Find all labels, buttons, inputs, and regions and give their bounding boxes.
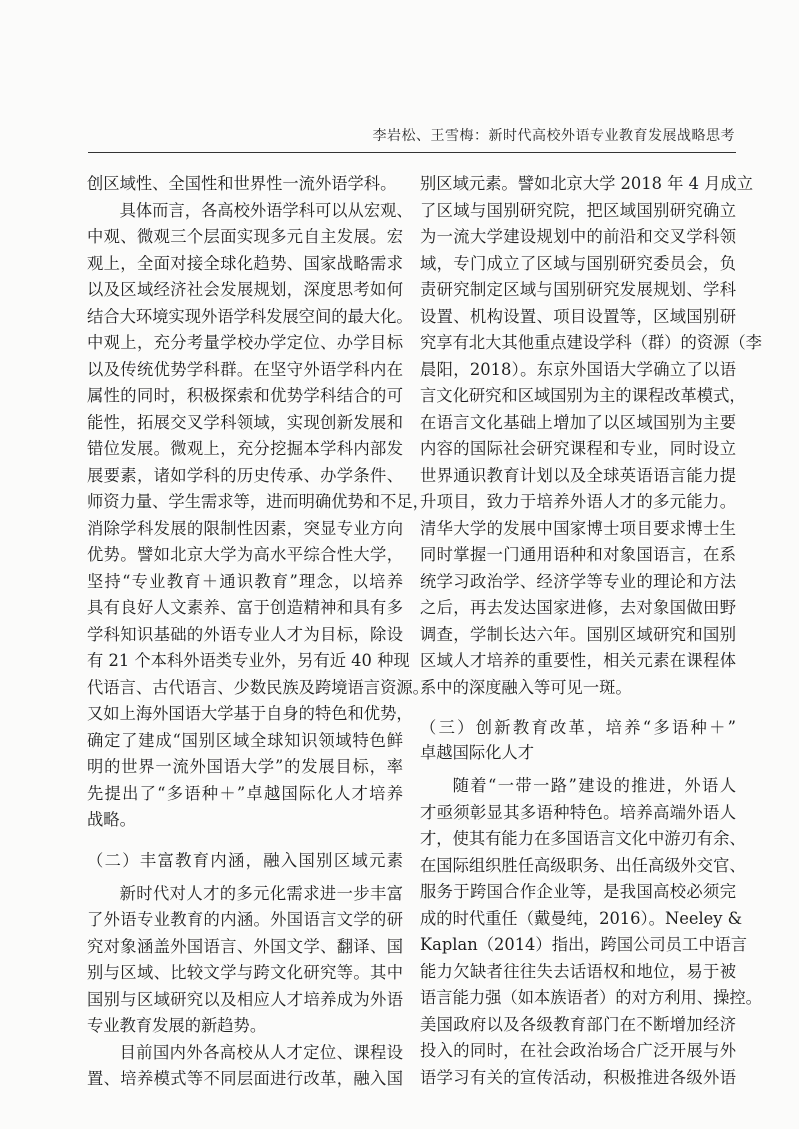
text-line: 美国政府以及各级教育部门在不断增加经济 xyxy=(420,1014,736,1034)
text-line: 具有良好人文素养、富于创造精神和具有多 xyxy=(87,598,403,617)
text-line: 晨阳，2018）。东京外国语大学确立了以语 xyxy=(420,359,736,379)
text-line: 目前国内外各高校从人才定位、课程设 xyxy=(119,1042,403,1062)
text-line: 之后，再去发达国家进修，去对象国做田野 xyxy=(420,598,736,617)
paragraph xyxy=(87,171,403,198)
text-line: 语言能力强（如本族语者）的对方利用、操控。 xyxy=(420,988,762,1007)
text-line: 能力欠缺者往往失去话语权和地位，易于被 xyxy=(420,961,736,981)
text-line: 战略。 xyxy=(87,810,136,829)
section-heading xyxy=(87,848,403,873)
text-line: 国别与区域研究以及相应人才培养成为外语 xyxy=(87,989,403,1009)
text-line: 统学习政治学、经济学等专业的理论和方法 xyxy=(420,571,736,591)
heading-line: （二）丰富教育内涵，融入国别区域元素 xyxy=(87,850,403,870)
text-line: 同时掌握一门通用语种和对象国语言，在系 xyxy=(420,545,736,564)
text-line: 具体而言，各高校外语学科可以从宏观、 xyxy=(119,200,413,220)
text-line: 升项目，致力于培养外语人才的多元能力。 xyxy=(420,492,736,511)
text-line: 置、培养模式等不同层面进行改革，融入国 xyxy=(87,1069,403,1088)
text-line: 在国际组织胜任高级职务、出任高级外交官、 xyxy=(420,855,746,875)
text-line: 投入的同时，在社会政治场合广泛开展与外 xyxy=(420,1041,736,1060)
text-line: 究享有北大其他重点建设学科（群）的资源（李 xyxy=(420,333,762,352)
text-line: 属性的同时，积极探索和优势学科结合的可 xyxy=(87,386,403,405)
text-line: 为一流大学建设规划中的前沿和交叉学科领 xyxy=(420,227,736,246)
text-line: 在语言文化基础上增加了以区域国别为主要 xyxy=(420,412,736,432)
text-line: 域，专门成立了区域与国别研究委员会，负 xyxy=(420,253,736,273)
text-line: 能性，拓展交叉学科领域，实现创新发展和 xyxy=(87,412,403,432)
text-line: 错位发展。微观上，充分挖掘本学科内部发 xyxy=(87,439,403,458)
text-line: Kaplan（2014）指出，跨国公司员工中语言 xyxy=(420,935,748,954)
text-line: 语学习有关的宣传活动，积极推进各级外语 xyxy=(420,1067,736,1087)
section-heading xyxy=(420,715,736,765)
text-line: 有 21 个本科外语类专业外，另有近 40 种现 xyxy=(87,651,410,670)
paragraph xyxy=(420,773,762,1091)
text-line: 才亟须彰显其多语种特色。培养高端外语人 xyxy=(420,802,736,822)
text-line: 服务于跨国合作企业等，是我国高校必须完 xyxy=(420,882,736,901)
header-rule xyxy=(88,152,736,153)
text-line: 以及区域经济社会发展规划，深度思考如何 xyxy=(87,280,403,299)
paragraph xyxy=(420,171,762,701)
text-line: 展要素，诸如学科的历史传承、办学条件、 xyxy=(87,465,403,485)
text-line: 随着“一带一路”建设的推进，外语人 xyxy=(452,776,736,795)
text-line: 师资力量、学生需求等，进而明确优势和不足， xyxy=(87,492,429,511)
text-line: 专业教育发展的新趋势。 xyxy=(87,1016,267,1035)
text-line: 世界通识教育计划以及全球英语语言能力提 xyxy=(420,465,736,485)
text-line: 先提出了“多语种＋”卓越国际化人才培养 xyxy=(87,783,403,803)
text-line: 结合大环境实现外语学科发展空间的最大化。 xyxy=(87,306,413,326)
text-line: 中观、微观三个层面实现多元自主发展。宏 xyxy=(87,227,403,246)
text-line: 优势。譬如北京大学为高水平综合性大学， xyxy=(87,545,403,564)
text-line: 又如上海外国语大学基于自身的特色和优势， xyxy=(87,704,413,723)
text-line: 了外语专业教育的内涵。外国语言文学的研 xyxy=(87,910,403,929)
text-line: 系中的深度融入等可见一斑。 xyxy=(420,677,632,697)
paragraph xyxy=(87,881,403,1040)
text-line: 区域人才培养的重要性，相关元素在课程体 xyxy=(420,651,736,670)
text-line: 中观上，充分考量学校办学定位、办学目标 xyxy=(87,333,403,352)
text-line: 言文化研究和区域国别为主的课程改革模式， xyxy=(420,386,746,405)
right-column xyxy=(420,171,762,1091)
paragraph xyxy=(87,198,429,834)
text-line: 以及传统优势学科群。在坚守外语学科内在 xyxy=(87,359,403,379)
text-line: 确定了建成“国别区域全球知识领域特色鲜 xyxy=(87,730,403,750)
text-line: 才，使其有能力在多国语言文化中游刃有余、 xyxy=(420,829,746,848)
text-line: 消除学科发展的限制性因素，突显专业方向 xyxy=(87,518,403,538)
text-line: 学科知识基础的外语专业人才为目标，除设 xyxy=(87,624,403,644)
text-line: 内容的国际社会研究课程和专业，同时设立 xyxy=(420,439,736,458)
text-line: 责研究制定区域与国别研究发展规划、学科 xyxy=(420,280,736,299)
paragraph xyxy=(87,1040,403,1093)
text-line: 明的世界一流外国语大学”的发展目标，率 xyxy=(87,757,403,776)
heading-line: 卓越国际化人才 xyxy=(420,743,534,762)
text-line: 代语言、古代语言、少数民族及跨境语言资源。 xyxy=(87,677,429,697)
text-line: 创区域性、全国性和世界性一流外语学科。 xyxy=(87,174,397,193)
text-line: 新时代对人才的多元化需求进一步丰富 xyxy=(119,883,403,903)
heading-line: （三）创新教育改革，培养“多语种＋” xyxy=(420,718,736,737)
text-line: 清华大学的发展中国家博士项目要求博士生 xyxy=(420,518,736,538)
text-line: 了区域与国别研究院，把区域国别研究确立 xyxy=(420,200,736,220)
text-line: 别与区域、比较文学与跨文化研究等。其中 xyxy=(87,963,403,982)
text-line: 成的时代重任（戴曼纯，2016）。Neeley & xyxy=(420,908,743,928)
text-line: 观上，全面对接全球化趋势、国家战略需求 xyxy=(87,253,403,273)
text-line: 别区域元素。譬如北京大学 2018 年 4 月成立 xyxy=(420,174,753,193)
left-column xyxy=(87,171,429,1093)
running-header: 李岩松、王雪梅：新时代高校外语专业教育发展战略思考 xyxy=(372,128,735,144)
text-line: 调查，学制长达六年。国别区域研究和国别 xyxy=(420,624,736,644)
text-line: 设置、机构设置、项目设置等，区域国别研 xyxy=(420,306,736,326)
text-line: 坚持“专业教育＋通识教育”理念，以培养 xyxy=(87,571,403,591)
text-line: 究对象涵盖外国语言、外国文学、翻译、国 xyxy=(87,936,403,956)
